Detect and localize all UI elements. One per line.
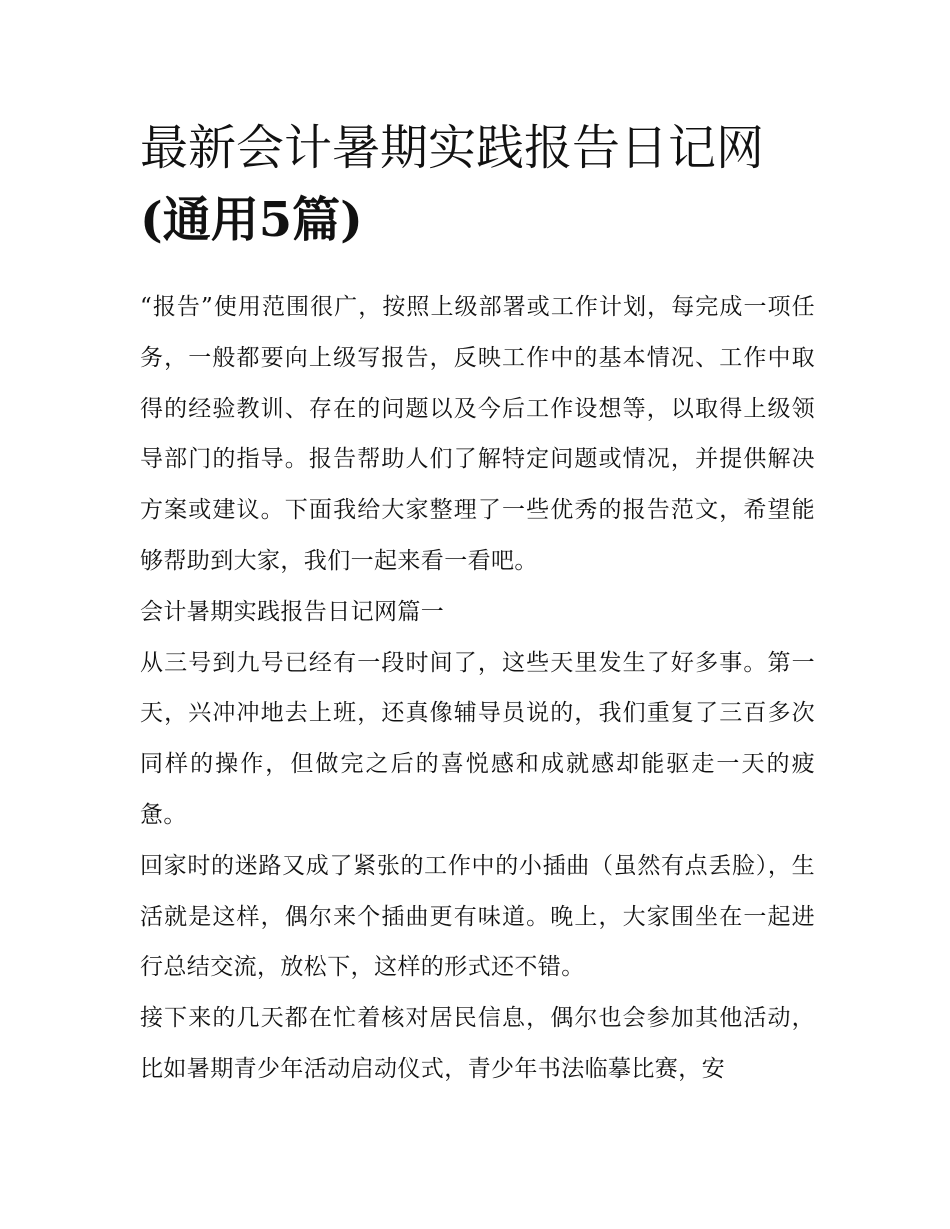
document-title [140,112,815,256]
title-line-1: 最新会计暑期实践报告日记网 [140,120,765,176]
body-paragraph-3: 接下来的几天都在忙着核对居民信息，偶尔也会参加其他活动，比如暑期青少年活动启动仪式，青少年书法临摹比赛，安 [140,1005,815,1082]
title-paren-close: 篇) [292,192,363,248]
body-paragraph-1: 从三号到九号已经有一段时间了，这些天里发生了好多事。第一天，兴冲冲地去上班，还真像辅导员说的，我们重复了三百多次同样的操作，但做完之后的喜悦感和成就感却能驱走一天的疲惫。 [140,649,815,828]
title-paren-open: (通用 [140,192,259,248]
intro-paragraph: “报告”使用范围很广，按照上级部署或工作计划，每完成一项任务，一般都要向上级写报告，反映工作中的基本情况、工作中取得的经验教训、存在的问题以及今后工作设想等，以取得上级领导部门的指导。报告帮助人们了解特定问题或情况，并提供解决方案或建议。下面我给大家整理了一些优秀的报告范文，希望能够帮助到大家，我们一起来看一看吧。 [140,294,815,574]
section-heading-1: 会计暑期实践报告日记网篇一 [140,598,445,625]
document-body [140,112,815,1095]
title-count: 5 [258,192,293,248]
body-paragraph-2: 回家时的迷路又成了紧张的工作中的小插曲（虽然有点丢脸），生活就是这样，偶尔来个插曲更有味道。晚上，大家围坐在一起进行总结交流，放松下，这样的形式还不错。 [140,852,815,981]
